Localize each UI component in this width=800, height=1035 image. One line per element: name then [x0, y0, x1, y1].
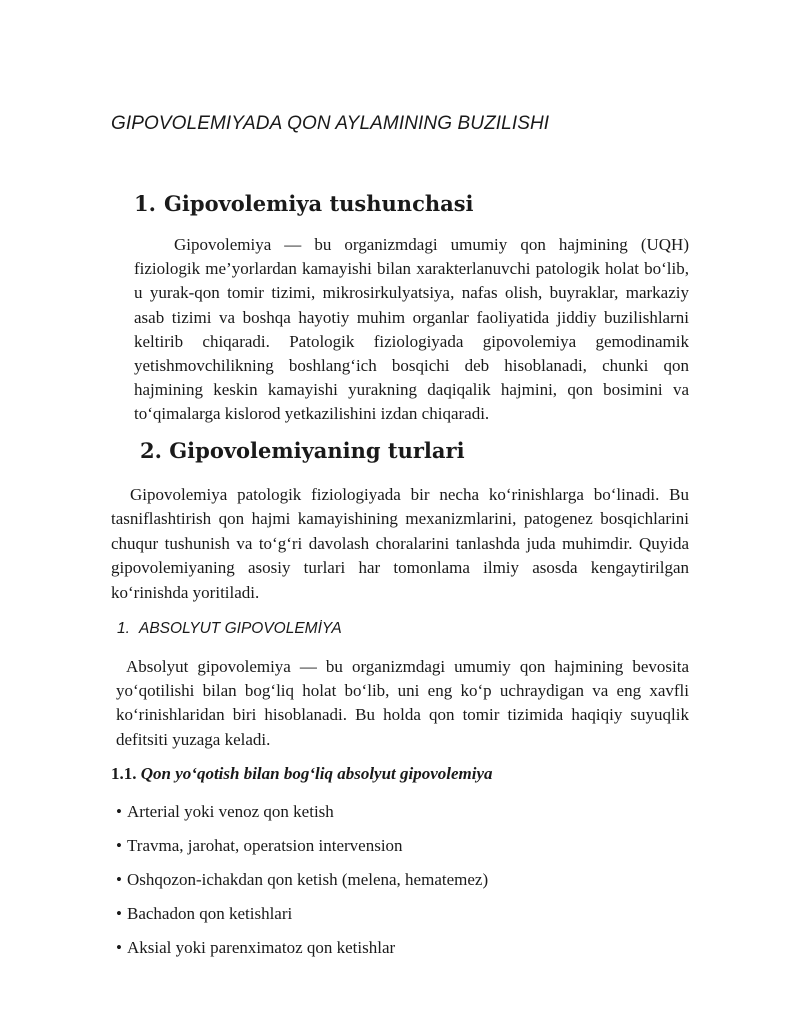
subsection-1-paragraph: Absolyut gipovolemiya — bu organizmdagi umumiy qon hajmining bevosita yo‘qotilishi bilan bog‘liq holat bo‘lib, uni eng ko‘p uchraydigan va eng xavfli ko‘rinishlaridan biri hisoblanadi. Bu holda qon tomir tizimida haqiqiy suyuqlik defitsiti yuzaga keladi.	[116, 657, 689, 749]
list-item-text: Travma, jarohat, operatsion intervension	[127, 836, 403, 855]
list-item	[116, 902, 488, 936]
section-1-heading	[134, 191, 474, 216]
document-title: GIPOVOLEMIYADA QON AYLAMINING BUZILISHI	[111, 113, 550, 134]
list-item-text: Arterial yoki venoz qon ketish	[127, 802, 334, 821]
list-item-text: Oshqozon-ichakdan qon ketish (melena, hematemez)	[127, 870, 489, 889]
bullet-icon: •	[116, 836, 122, 855]
section-1-number: 1.	[134, 191, 156, 216]
section-2-heading: 2. Gipovolemiyaning turlari	[140, 438, 465, 463]
list-item-text: Aksial yoki parenximatoz qon ketishlar	[127, 938, 396, 957]
list-item-text: Bachadon qon ketishlari	[127, 904, 293, 923]
bullet-icon: •	[116, 802, 122, 821]
section-2-paragraph: Gipovolemiya patologik fiziologiyada bir necha ko‘rinishlarga bo‘linadi. Bu tasniflashtirish qon hajmi kamayishining mexanizmlarini, patogenez bosqichlarini chuqur tushunish va to‘g‘ri davolash choralarini tanlashda juda muhimdir. Quyida gipovolemiyaning asosiy turlari har tomonlama ilmiy asosda kengaytirilgan ko‘rinishda yoritiladi.	[111, 485, 689, 602]
bullet-icon: •	[116, 938, 122, 957]
bullet-icon: •	[116, 904, 122, 923]
subsection-1-1-heading-text: Qon yo‘qotish bilan bog‘liq absolyut gipovolemiya	[140, 764, 493, 783]
bleeding-causes-list	[116, 800, 488, 970]
subsection-1-1-heading	[111, 764, 493, 784]
list-item	[116, 834, 488, 868]
subsection-1-heading-text: ABSOLYUT GIPOVOLEMİYA	[139, 620, 342, 637]
subsection-1-heading	[117, 620, 342, 638]
subsection-1-number: 1.	[117, 620, 130, 637]
list-item	[116, 800, 488, 834]
bullet-icon: •	[116, 870, 122, 889]
list-item	[116, 868, 488, 902]
section-1-paragraph: Gipovolemiya — bu organizmdagi umumiy qon hajmining (UQH) fiziologik me’yorlardan kamayishi bilan xarakterlanuvchi patologik holat bo‘lib, u yurak-qon tomir tizimi, mikrosirkulyatsiya, nafas olish, buyraklar, markaziy asab tizimi va boshqa hayotiy muhim organlar faoliyatida jiddiy buzilishlarni keltirib chiqaradi. Patologik fiziologiyada gipovolemiya gemodinamik yetishmovchilikning boshlang‘ich bosqichi deb hisoblanadi, chunki qon hajmining keskin kamayishi yurakning daqiqalik hajmini, qon bosimini va to‘qimalarga kislorod yetkazilishini izdan chiqaradi.	[134, 235, 689, 424]
list-item	[116, 936, 488, 970]
section-1-heading-text: Gipovolemiya tushunchasi	[164, 191, 474, 216]
subsection-1-1-number: 1.1.	[111, 764, 137, 783]
